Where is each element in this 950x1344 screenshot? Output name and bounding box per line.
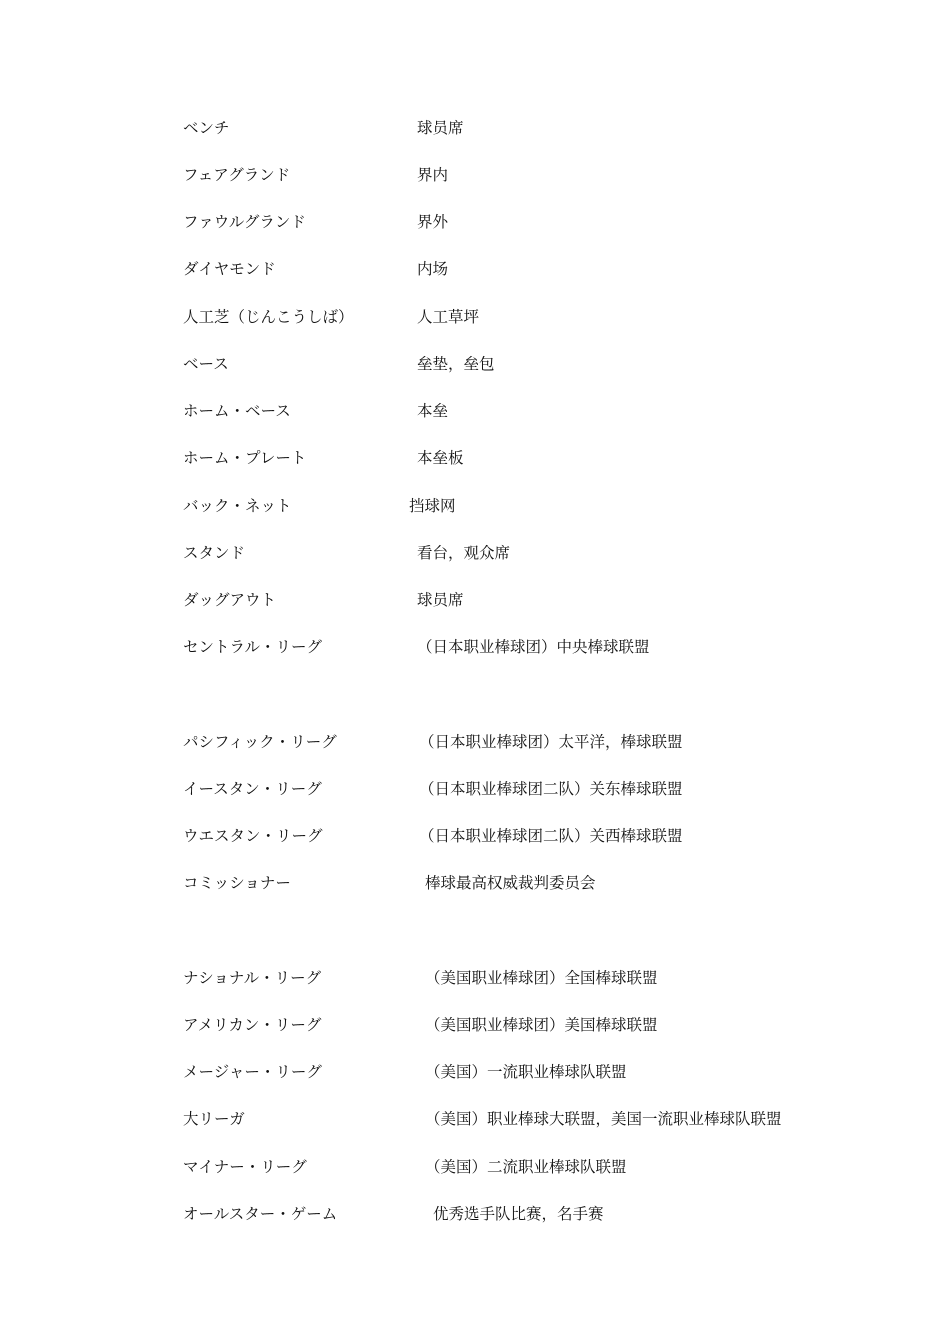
term-row — [0, 588, 950, 612]
japanese-term: セントラル・リーグ — [183, 638, 323, 656]
japanese-term: ファウルグランド — [183, 213, 306, 231]
japanese-term: ナショナル・リーグ — [183, 969, 322, 987]
japanese-term: メージャー・リーグ — [183, 1063, 322, 1081]
japanese-term: バック・ネット — [183, 497, 292, 515]
japanese-term: スタンド — [183, 544, 246, 562]
japanese-term: フェアグランド — [183, 166, 291, 184]
chinese-translation: 球员席 — [417, 119, 464, 137]
term-row — [0, 635, 950, 659]
japanese-term: マイナー・リーグ — [183, 1158, 307, 1176]
chinese-translation: 球员席 — [417, 591, 464, 609]
japanese-term: 人工芝（じんこうしば） — [183, 308, 354, 326]
japanese-term: ウエスタン・リーグ — [183, 827, 323, 845]
japanese-term: オールスター・ゲーム — [183, 1205, 338, 1223]
term-row — [0, 163, 950, 187]
term-row — [0, 352, 950, 376]
japanese-term: 大リーガ — [183, 1110, 245, 1128]
chinese-translation: 内场 — [417, 260, 449, 278]
chinese-translation: （日本职业棒球团）中央棒球联盟 — [417, 638, 650, 656]
term-row — [0, 494, 950, 518]
term-row — [0, 1060, 950, 1084]
chinese-translation: 界内 — [417, 166, 449, 184]
term-row — [0, 1202, 950, 1226]
term-row — [0, 777, 950, 801]
term-row — [0, 966, 950, 990]
term-row — [0, 305, 950, 329]
term-row — [0, 399, 950, 423]
chinese-translation: （美国）二流职业棒球队联盟 — [425, 1158, 627, 1176]
chinese-translation: 本垒板 — [417, 449, 464, 467]
chinese-translation: （日本职业棒球团二队）关西棒球联盟 — [419, 827, 683, 845]
chinese-translation: （美国职业棒球团）全国棒球联盟 — [425, 969, 658, 987]
chinese-translation: 棒球最高权威裁判委员会 — [425, 874, 596, 892]
japanese-term: ベンチ — [183, 119, 230, 137]
term-row — [0, 1013, 950, 1037]
chinese-translation: （美国职业棒球团）美国棒球联盟 — [425, 1016, 658, 1034]
japanese-term: イースタン・リーグ — [183, 780, 322, 798]
term-row — [0, 446, 950, 470]
chinese-translation: 人工草坪 — [417, 308, 480, 326]
japanese-term: パシフィック・リーグ — [183, 733, 337, 751]
chinese-translation: 垒垫，垒包 — [417, 355, 495, 373]
term-row — [0, 1107, 950, 1131]
term-row — [0, 824, 950, 848]
chinese-translation: 本垒 — [417, 402, 449, 420]
japanese-term: ホーム・プレート — [183, 449, 307, 467]
chinese-translation: 优秀选手队比赛，名手赛 — [433, 1205, 604, 1223]
term-row — [0, 541, 950, 565]
term-row — [0, 871, 950, 895]
chinese-translation: 挡球网 — [409, 497, 456, 515]
japanese-term: ホーム・ベース — [183, 402, 291, 420]
term-row — [0, 257, 950, 281]
term-row — [0, 116, 950, 140]
term-row — [0, 210, 950, 234]
chinese-translation: （美国）一流职业棒球队联盟 — [425, 1063, 627, 1081]
japanese-term: ベース — [183, 355, 229, 373]
term-row — [0, 730, 950, 754]
chinese-translation: （日本职业棒球团）太平洋，棒球联盟 — [419, 733, 683, 751]
term-row — [0, 1155, 950, 1179]
japanese-term: ダッグアウト — [183, 591, 277, 609]
japanese-term: コミッショナー — [183, 874, 291, 892]
japanese-term: ダイヤモンド — [183, 260, 276, 278]
chinese-translation: 看台，观众席 — [417, 544, 511, 562]
chinese-translation: （美国）职业棒球大联盟，美国一流职业棒球队联盟 — [425, 1110, 782, 1128]
chinese-translation: 界外 — [417, 213, 449, 231]
chinese-translation: （日本职业棒球团二队）关东棒球联盟 — [419, 780, 683, 798]
japanese-term: アメリカン・リーグ — [183, 1016, 322, 1034]
